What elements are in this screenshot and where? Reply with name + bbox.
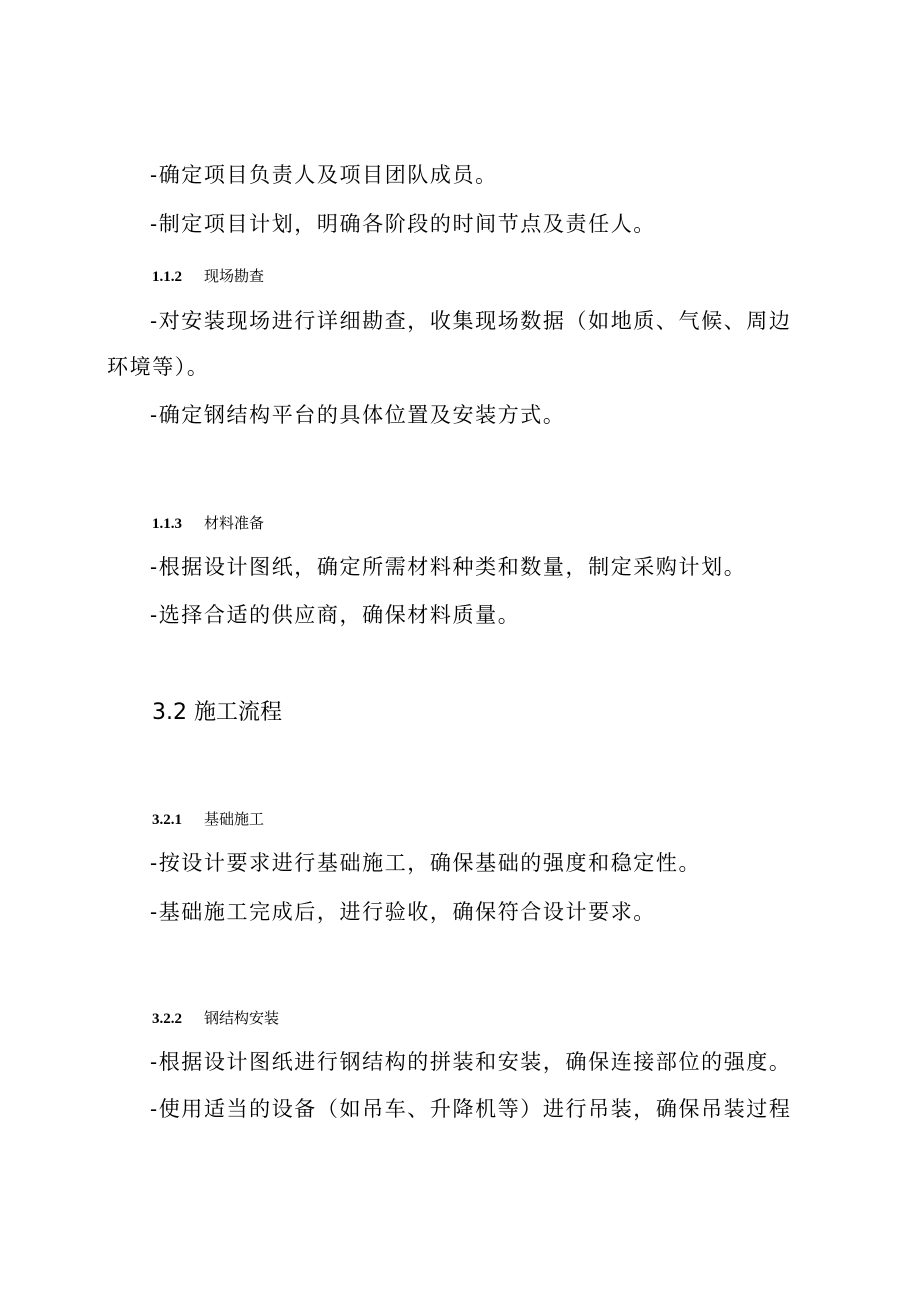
heading-number: 1.1.2 (152, 269, 182, 285)
paragraph-survey-data: -对安装现场进行详细勘查，收集现场数据（如地质、气候、周边 (150, 309, 792, 333)
paragraph-project-plan: -制定项目计划，明确各阶段的时间节点及责任人。 (150, 212, 656, 236)
heading-steel-installation (152, 1009, 279, 1028)
paragraph-platform-location: -确定钢结构平台的具体位置及安装方式。 (150, 403, 566, 427)
heading-number: 3.2.1 (152, 812, 182, 828)
paragraph-foundation-acceptance: -基础施工完成后，进行验收，确保符合设计要求。 (150, 900, 656, 924)
heading-material-prep (152, 514, 264, 533)
paragraph-steel-assembly: -根据设计图纸进行钢结构的拼装和安装，确保连接部位的强度。 (150, 1050, 792, 1074)
heading-title: 现场勘查 (204, 267, 265, 285)
paragraph-team-members: -确定项目负责人及项目团队成员。 (150, 163, 498, 187)
heading-title: 钢结构安装 (204, 1009, 280, 1027)
heading-number: 3.2.2 (152, 1011, 182, 1027)
paragraph-survey-data-cont: 环境等）。 (107, 355, 210, 379)
paragraph-foundation-work: -按设计要求进行基础施工，确保基础的强度和稳定性。 (150, 851, 702, 875)
heading-number: 1.1.3 (152, 516, 182, 532)
paragraph-material-quantity: -根据设计图纸，确定所需材料种类和数量，制定采购计划。 (150, 555, 747, 579)
paragraph-hoisting: -使用适当的设备（如吊车、升降机等）进行吊装，确保吊装过程 (150, 1097, 792, 1121)
heading-foundation (152, 810, 264, 829)
heading-title: 材料准备 (204, 514, 265, 532)
heading-site-survey (152, 267, 264, 286)
heading-construction-process: 3.2 施工流程 (152, 700, 282, 725)
heading-title: 基础施工 (204, 810, 265, 828)
paragraph-supplier: -选择合适的供应商，确保材料质量。 (150, 603, 521, 627)
